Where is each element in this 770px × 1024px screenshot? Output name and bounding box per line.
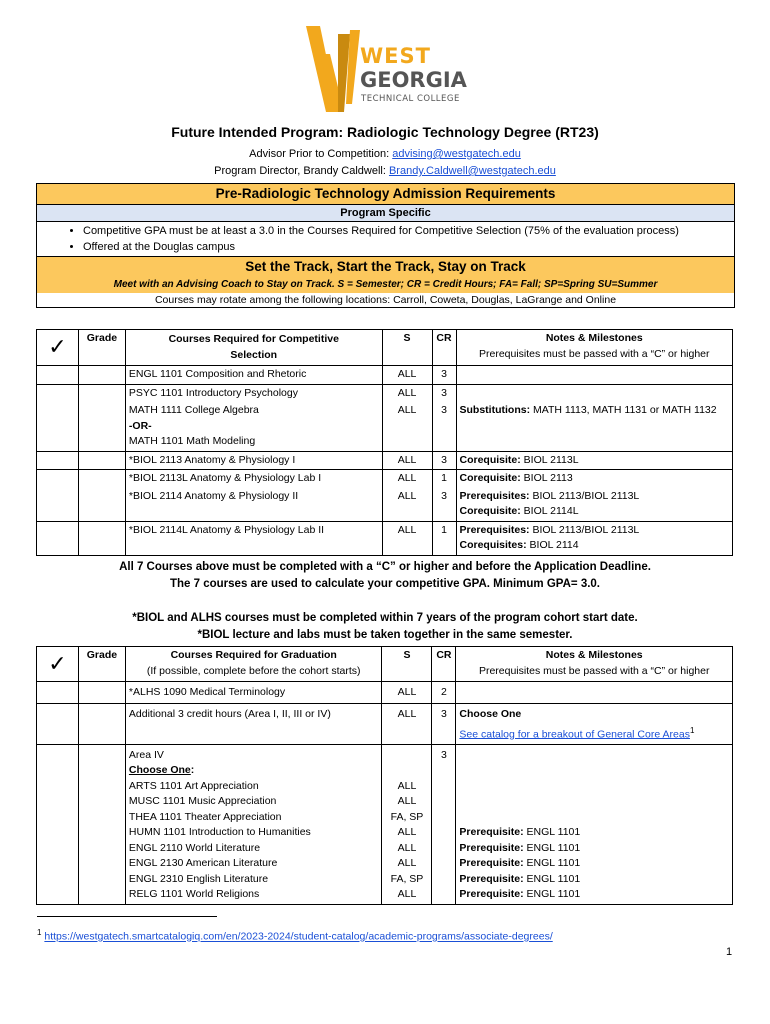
logo-word-tc: TECHNICAL COLLEGE <box>361 94 460 104</box>
grade-cell[interactable] <box>78 470 125 522</box>
elective-s: ALL <box>397 779 417 792</box>
table-row <box>37 451 733 470</box>
s-cell <box>382 744 432 904</box>
s-header: S <box>382 330 432 366</box>
elective-s: ALL <box>397 888 417 900</box>
check-cell[interactable] <box>37 682 79 704</box>
check-header-icon: ✓ <box>37 647 79 682</box>
notes-header <box>456 647 733 682</box>
note-label: Prerequisite: <box>459 888 524 900</box>
table-row <box>37 682 733 704</box>
s-cell: ALL <box>382 384 432 402</box>
director-email-link[interactable]: Brandy.Caldwell@westgatech.edu <box>388 165 556 177</box>
note-label: Substitutions: <box>459 404 531 416</box>
note-text: ENGL 1101 <box>523 857 581 869</box>
competitive-courses-table <box>36 329 733 556</box>
note-text: ENGL 1101 <box>523 826 581 838</box>
footnote-link[interactable]: https://westgatech.smartcatalogiq.com/en/2023-2024/student-catalog/academic-programs/associate-degrees/ <box>44 930 553 943</box>
elective-course: ENGL 2310 English Literature <box>128 872 269 885</box>
track-rotate: Courses may rotate among the following locations: Carroll, Coweta, Douglas, LaGrange and Online <box>154 294 617 306</box>
elective-course: RELG 1101 World Religions <box>128 888 260 900</box>
check-header-icon: ✓ <box>37 330 79 366</box>
notes-cell <box>456 402 733 451</box>
s-cell: ALL <box>382 451 432 470</box>
track-heading: Set the Track, Start the Track, Stay on Track <box>37 256 734 276</box>
advisor-label: Advisor Prior to Competition: <box>249 148 393 160</box>
admission-heading: Pre-Radiologic Technology Admission Requirements <box>37 184 734 205</box>
note-label: Prerequisite: <box>459 841 524 854</box>
courses-header: Courses Required for Competitive Selection <box>125 330 382 366</box>
table-row <box>37 704 733 745</box>
elective-course: ENGL 2110 World Literature <box>128 841 261 854</box>
notes-sub: Prerequisites must be passed with a “C” or higher <box>478 664 710 677</box>
note-text: BIOL 2113/BIOL 2113L <box>529 489 640 502</box>
area-label: Area IV <box>128 748 164 761</box>
note-label: Corequisite: <box>459 453 521 466</box>
footnote-number: 1 <box>37 928 42 937</box>
footnote <box>37 928 553 943</box>
note2-text: BIOL 2114L <box>520 505 579 517</box>
course-cell: *BIOL 2113 Anatomy & Physiology I <box>125 451 382 470</box>
grade-header: Grade <box>78 330 125 366</box>
note-text: ENGL 1101 <box>523 872 581 885</box>
note-label: Prerequisite: <box>459 872 524 885</box>
note2-text: BIOL 2114 <box>526 539 579 551</box>
courses-header <box>125 647 382 682</box>
grade-cell[interactable] <box>78 744 125 904</box>
course-cell <box>125 744 382 904</box>
note-text: BIOL 2113/BIOL 2113L <box>529 523 640 536</box>
notes-cell <box>456 744 733 904</box>
check-cell[interactable] <box>37 470 79 522</box>
grade-cell[interactable] <box>78 521 125 555</box>
logo-word-west: WEST <box>360 44 431 68</box>
s-header: S <box>382 647 432 682</box>
notes-header <box>456 330 733 366</box>
table-row <box>37 384 733 402</box>
course-cell <box>125 402 382 451</box>
note-label: Prerequisites: <box>459 489 530 502</box>
table-header <box>37 647 733 682</box>
elective-course: MUSC 1101 Music Appreciation <box>128 795 277 807</box>
program-specific-heading: Program Specific <box>37 205 734 222</box>
notes-title: Notes & Milestones <box>545 649 643 661</box>
note2-label: Corequisite: <box>459 505 521 517</box>
check-cell[interactable] <box>37 704 79 745</box>
cr-cell: 3 <box>432 451 456 470</box>
note-label: Prerequisite: <box>459 826 524 838</box>
notes-title: Notes & Milestones <box>545 332 643 344</box>
elective-course: ENGL 2130 American Literature <box>128 857 278 869</box>
elective-s: ALL <box>397 857 417 869</box>
course-cell: *BIOL 2114 Anatomy & Physiology II <box>125 488 382 522</box>
s-cell: ALL <box>382 366 432 385</box>
cr-cell: 1 <box>432 470 456 488</box>
course-cell: ENGL 1101 Composition and Rhetoric <box>125 366 382 385</box>
catalog-link[interactable]: See catalog for a breakout of General Core Areas <box>459 728 690 740</box>
cr-cell: 3 <box>432 488 456 522</box>
logo-word-georgia: GEORGIA <box>360 68 467 92</box>
elective-s: ALL <box>397 795 417 807</box>
course-cell: Additional 3 credit hours (Area I, II, III or IV) <box>125 704 382 745</box>
note-text: BIOL 2113L <box>520 453 579 466</box>
cr-cell: 3 <box>432 402 456 451</box>
cr-cell: 3 <box>432 704 456 745</box>
s-cell: ALL <box>382 521 432 555</box>
grade-cell[interactable] <box>78 384 125 451</box>
elective-s: ALL <box>397 841 417 854</box>
grade-cell[interactable] <box>78 682 125 704</box>
note-text: ENGL 1101 <box>523 888 581 900</box>
table-row <box>37 521 733 555</box>
footnote-ref: 1 <box>689 725 695 735</box>
course-cell: *ALHS 1090 Medical Terminology <box>125 682 382 704</box>
s-cell: ALL <box>382 704 432 745</box>
notes-cell <box>456 384 733 402</box>
note-line-1: All 7 Courses above must be completed with a “C” or higher and before the Application Deadline. <box>119 561 651 573</box>
grade-cell[interactable] <box>78 704 125 745</box>
check-cell[interactable] <box>37 384 79 451</box>
courses-sub: (If possible, complete before the cohort starts) <box>146 664 361 677</box>
choose-one-label: Choose One <box>459 708 522 720</box>
s-cell: ALL <box>382 402 432 451</box>
notes-cell <box>456 451 733 470</box>
cr-header: CR <box>432 330 456 366</box>
s-cell: ALL <box>382 488 432 522</box>
check-cell[interactable] <box>37 744 79 904</box>
note2-label: Corequisites: <box>459 539 527 551</box>
course-main: MATH 1111 College Algebra <box>128 404 259 416</box>
note-line-2: The 7 courses are used to calculate your competitive GPA. Minimum GPA= 3.0. <box>170 578 600 590</box>
director-label: Program Director, Brandy Caldwell: <box>214 165 389 177</box>
cr-cell: 3 <box>432 384 456 402</box>
note-label: Prerequisite: <box>459 857 524 869</box>
table-row <box>37 402 733 451</box>
note-label: Corequisite: <box>459 472 521 484</box>
courses-title: Courses Required for Graduation <box>170 649 337 661</box>
notes-cell <box>456 521 733 555</box>
director-line <box>0 165 770 177</box>
advisor-email-link[interactable]: advising@westgatech.edu <box>392 148 521 160</box>
course-cell: PSYC 1101 Introductory Psychology <box>125 384 382 402</box>
cr-header: CR <box>432 647 456 682</box>
cr-cell: 3 <box>432 366 456 385</box>
elective-course: THEA 1101 Theater Appreciation <box>128 810 282 823</box>
course-cell: *BIOL 2114L Anatomy & Physiology Lab II <box>125 521 382 555</box>
advisor-line <box>0 148 770 160</box>
cr-cell: 3 <box>432 744 456 904</box>
table-row <box>37 488 733 522</box>
graduation-courses-table <box>36 646 733 905</box>
choose-colon: : <box>190 764 195 776</box>
cr-cell: 2 <box>432 682 456 704</box>
course-cell: *BIOL 2113L Anatomy & Physiology Lab I <box>125 470 382 488</box>
footnote-divider <box>37 916 217 917</box>
note-line-3: *BIOL and ALHS courses must be completed within 7 years of the program cohort start date. <box>132 612 638 624</box>
page-number: 1 <box>726 946 733 958</box>
notes-sub: Prerequisites must be passed with a “C” or higher <box>478 347 710 360</box>
course-alt: MATH 1101 Math Modeling <box>128 435 256 447</box>
elective-course: HUMN 1101 Introduction to Humanities <box>128 826 311 838</box>
table-row <box>37 470 733 488</box>
table-header <box>37 330 733 366</box>
notes-cell <box>456 470 733 488</box>
note-label: Prerequisites: <box>459 523 530 536</box>
grade-cell[interactable] <box>78 451 125 470</box>
note-text: MATH 1113, MATH 1131 or MATH 1132 <box>530 404 717 416</box>
elective-s: FA, SP <box>390 810 424 823</box>
admission-section <box>36 183 735 308</box>
grade-cell[interactable] <box>78 366 125 385</box>
track-meet: Meet with an Advising Coach to Stay on Track. S = Semester; CR = Credit Hours; FA= Fall; SP=Spring SU=Summer <box>37 276 734 293</box>
notes-cell <box>456 488 733 522</box>
choose-one-label: Choose One <box>128 764 191 776</box>
s-cell: ALL <box>382 682 432 704</box>
elective-s: FA, SP <box>390 872 424 885</box>
table-row <box>37 744 733 904</box>
check-cell[interactable] <box>37 366 79 385</box>
bullet-campus: • Offered at the Douglas campus <box>83 239 728 255</box>
notes-cell <box>456 704 733 745</box>
admission-bullets <box>37 222 734 256</box>
check-cell[interactable] <box>37 451 79 470</box>
elective-s: ALL <box>397 826 417 838</box>
note-text: ENGL 1101 <box>523 841 581 854</box>
note-line-4: *BIOL lecture and labs must be taken together in the same semester. <box>197 629 573 641</box>
elective-course: ARTS 1101 Art Appreciation <box>128 779 259 792</box>
note-text: BIOL 2113 <box>520 472 573 484</box>
grade-header: Grade <box>78 647 125 682</box>
cr-cell: 1 <box>432 521 456 555</box>
notes-cell <box>456 366 733 385</box>
bullet-gpa: • Competitive GPA must be at least a 3.0 in the Courses Required for Competitive Selection (75% of the evaluation process) <box>83 223 728 239</box>
notes-cell <box>456 682 733 704</box>
page-title: Future Intended Program: Radiologic Technology Degree (RT23) <box>171 124 599 140</box>
table-row <box>37 366 733 385</box>
course-or: -OR- <box>128 419 152 432</box>
s-cell: ALL <box>382 470 432 488</box>
check-cell[interactable] <box>37 521 79 555</box>
college-logo <box>298 24 478 114</box>
